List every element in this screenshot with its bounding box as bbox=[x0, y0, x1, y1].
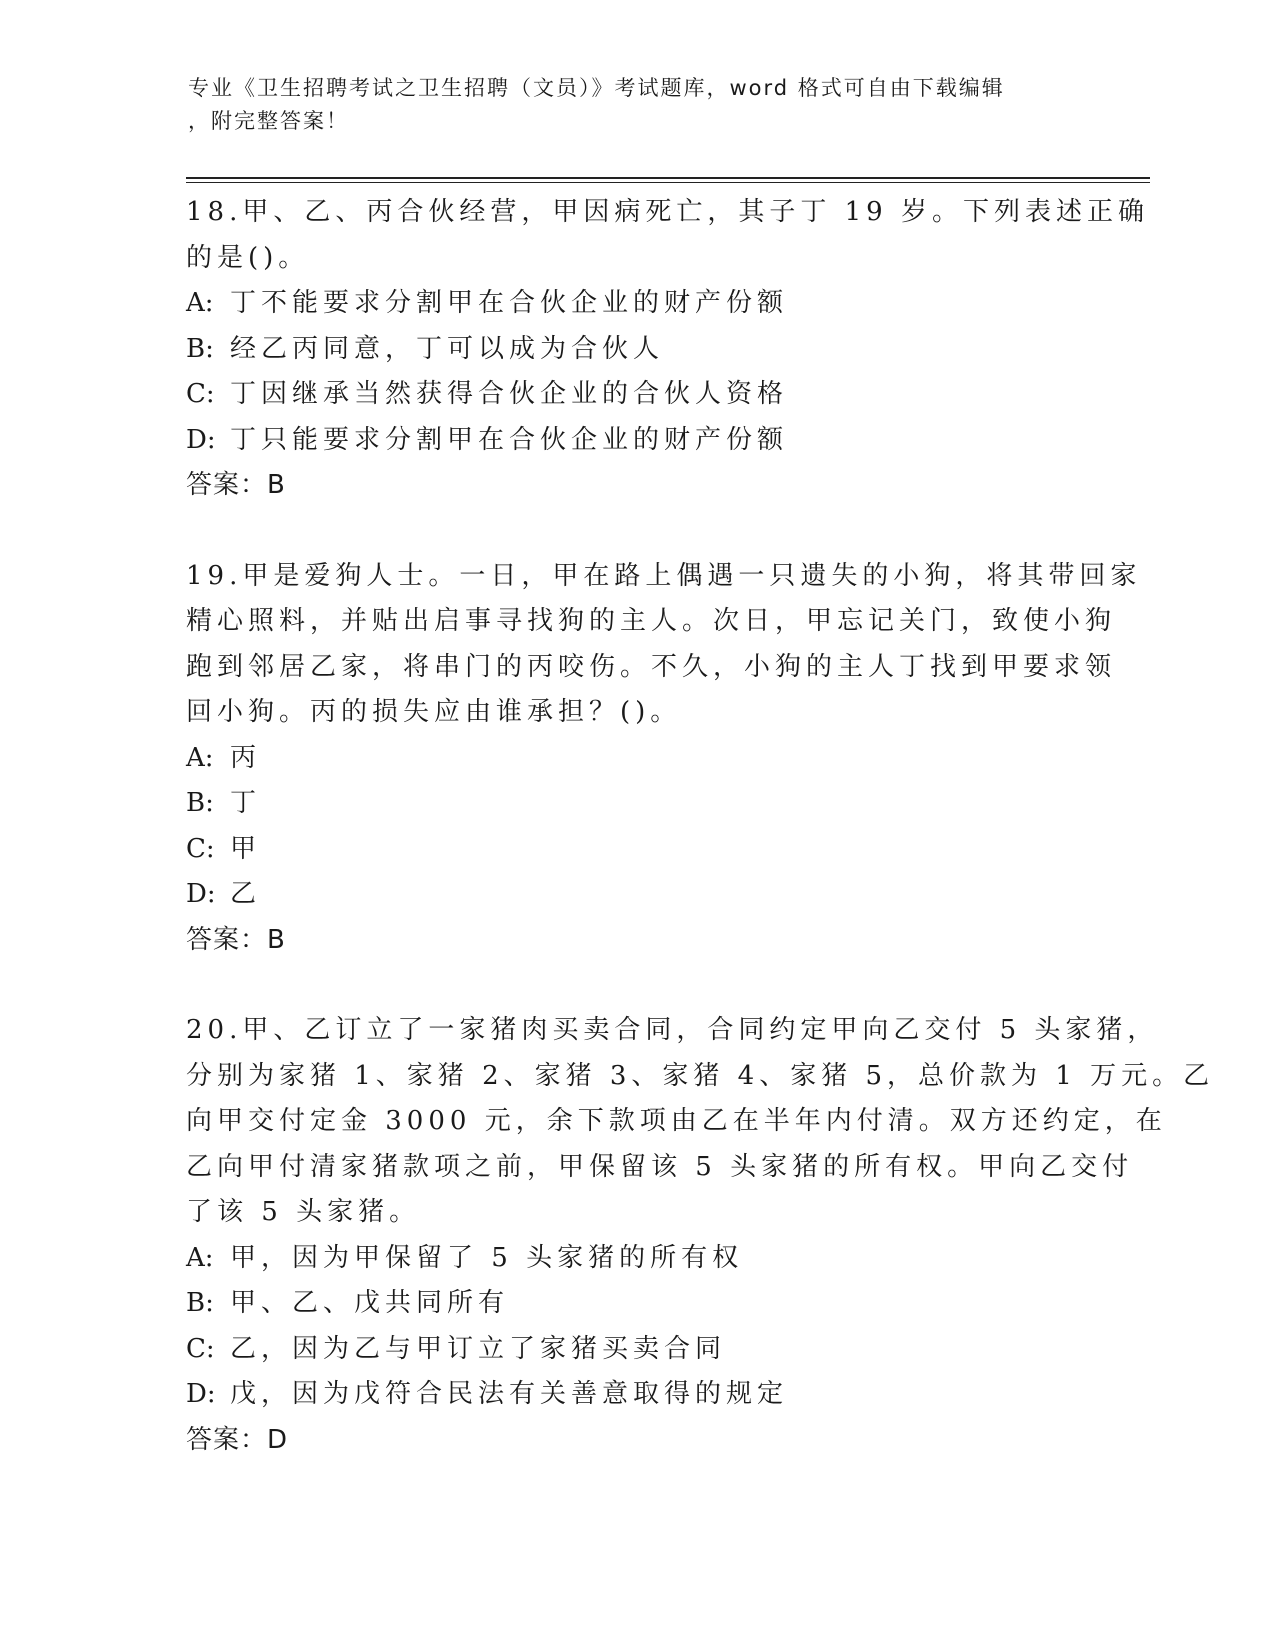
option-text: 戊，因为戊符合民法有关善意取得的规定 bbox=[230, 1379, 789, 1409]
question-stem-line: 了该 5 头家猪。 bbox=[186, 1197, 421, 1227]
option-key: A: bbox=[186, 742, 214, 773]
option-d bbox=[186, 872, 1086, 918]
option-text: 乙 bbox=[230, 879, 262, 909]
question-stem-line: 回小狗。丙的损失应由谁承担？()。 bbox=[186, 697, 682, 727]
option-b bbox=[186, 781, 1086, 827]
option-text: 甲、乙、戊共同所有 bbox=[230, 1288, 510, 1318]
answer-line: 答案：B bbox=[186, 924, 286, 955]
option-c bbox=[186, 372, 1086, 418]
header-line-2: ，附完整答案！ bbox=[188, 109, 349, 133]
option-d bbox=[186, 418, 1086, 464]
header-divider-thin bbox=[186, 182, 1150, 183]
option-text: 乙，因为乙与甲订立了家猪买卖合同 bbox=[230, 1333, 727, 1364]
option-text: 经乙丙同意，丁可以成为合伙人 bbox=[230, 333, 665, 364]
option-key: C: bbox=[186, 379, 215, 409]
header-line-1: 专业《卫生招聘考试之卫生招聘（文员）》考试题库，word 格式可自由下载编辑 bbox=[188, 76, 1005, 100]
option-d bbox=[186, 1372, 1086, 1418]
option-text: 丁因继承当然获得合伙企业的合伙人资格 bbox=[230, 379, 789, 409]
option-text: 丁不能要求分割甲在合伙企业的财产份额 bbox=[230, 288, 789, 318]
question-18 bbox=[186, 190, 1149, 509]
option-text: 甲，因为甲保留了 5 头家猪的所有权 bbox=[230, 1242, 744, 1273]
option-key: D: bbox=[186, 424, 216, 455]
option-a bbox=[186, 281, 1086, 327]
option-text: 丁只能要求分割甲在合伙企业的财产份额 bbox=[230, 424, 789, 455]
answer-line: 答案：D bbox=[186, 1424, 289, 1455]
option-a bbox=[186, 736, 1086, 782]
question-stem-line: 19.甲是爱狗人士。一日，甲在路上偶遇一只遗失的小狗，将其带回家 bbox=[186, 560, 1142, 591]
question-stem-line: 的是()。 bbox=[186, 242, 310, 273]
header-divider-thick bbox=[186, 177, 1150, 179]
question-20 bbox=[186, 1008, 1215, 1463]
option-key: D: bbox=[186, 1379, 216, 1409]
question-stem-line: 向甲交付定金 3000 元，余下款项由乙在半年内付清。双方还约定，在 bbox=[186, 1106, 1167, 1136]
option-key: B: bbox=[186, 333, 214, 364]
option-key: A: bbox=[186, 1242, 214, 1273]
option-key: D: bbox=[186, 879, 216, 909]
option-b bbox=[186, 327, 1086, 373]
option-c bbox=[186, 1327, 1086, 1373]
option-text: 丁 bbox=[230, 788, 262, 818]
question-stem-line: 乙向甲付清家猪款项之前，甲保留该 5 头家猪的所有权。甲向乙交付 bbox=[186, 1151, 1134, 1182]
question-19 bbox=[186, 554, 1142, 964]
option-key: C: bbox=[186, 833, 215, 864]
document-header bbox=[188, 72, 1088, 138]
option-key: C: bbox=[186, 1333, 215, 1364]
option-key: A: bbox=[186, 288, 214, 318]
option-key: B: bbox=[186, 1288, 214, 1318]
question-stem-line: 18.甲、乙、丙合伙经营，甲因病死亡，其子丁 19 岁。下列表述正确 bbox=[186, 197, 1149, 227]
option-a bbox=[186, 1236, 1086, 1282]
answer-line: 答案：B bbox=[186, 470, 286, 500]
question-list bbox=[186, 190, 1215, 1463]
option-key: B: bbox=[186, 788, 214, 818]
question-stem-line: 跑到邻居乙家，将串门的丙咬伤。不久，小狗的主人丁找到甲要求领 bbox=[186, 651, 1117, 682]
option-text: 甲 bbox=[230, 833, 262, 864]
question-stem-line: 精心照料，并贴出启事寻找狗的主人。次日，甲忘记关门，致使小狗 bbox=[186, 606, 1117, 636]
question-stem-line: 分别为家猪 1、家猪 2、家猪 3、家猪 4、家猪 5，总价款为 1 万元。乙 bbox=[186, 1060, 1215, 1091]
option-b bbox=[186, 1281, 1086, 1327]
option-text: 丙 bbox=[230, 742, 262, 773]
option-c bbox=[186, 827, 1086, 873]
question-stem-line: 20.甲、乙订立了一家猪肉买卖合同，合同约定甲向乙交付 5 头家猪， bbox=[186, 1015, 1159, 1045]
